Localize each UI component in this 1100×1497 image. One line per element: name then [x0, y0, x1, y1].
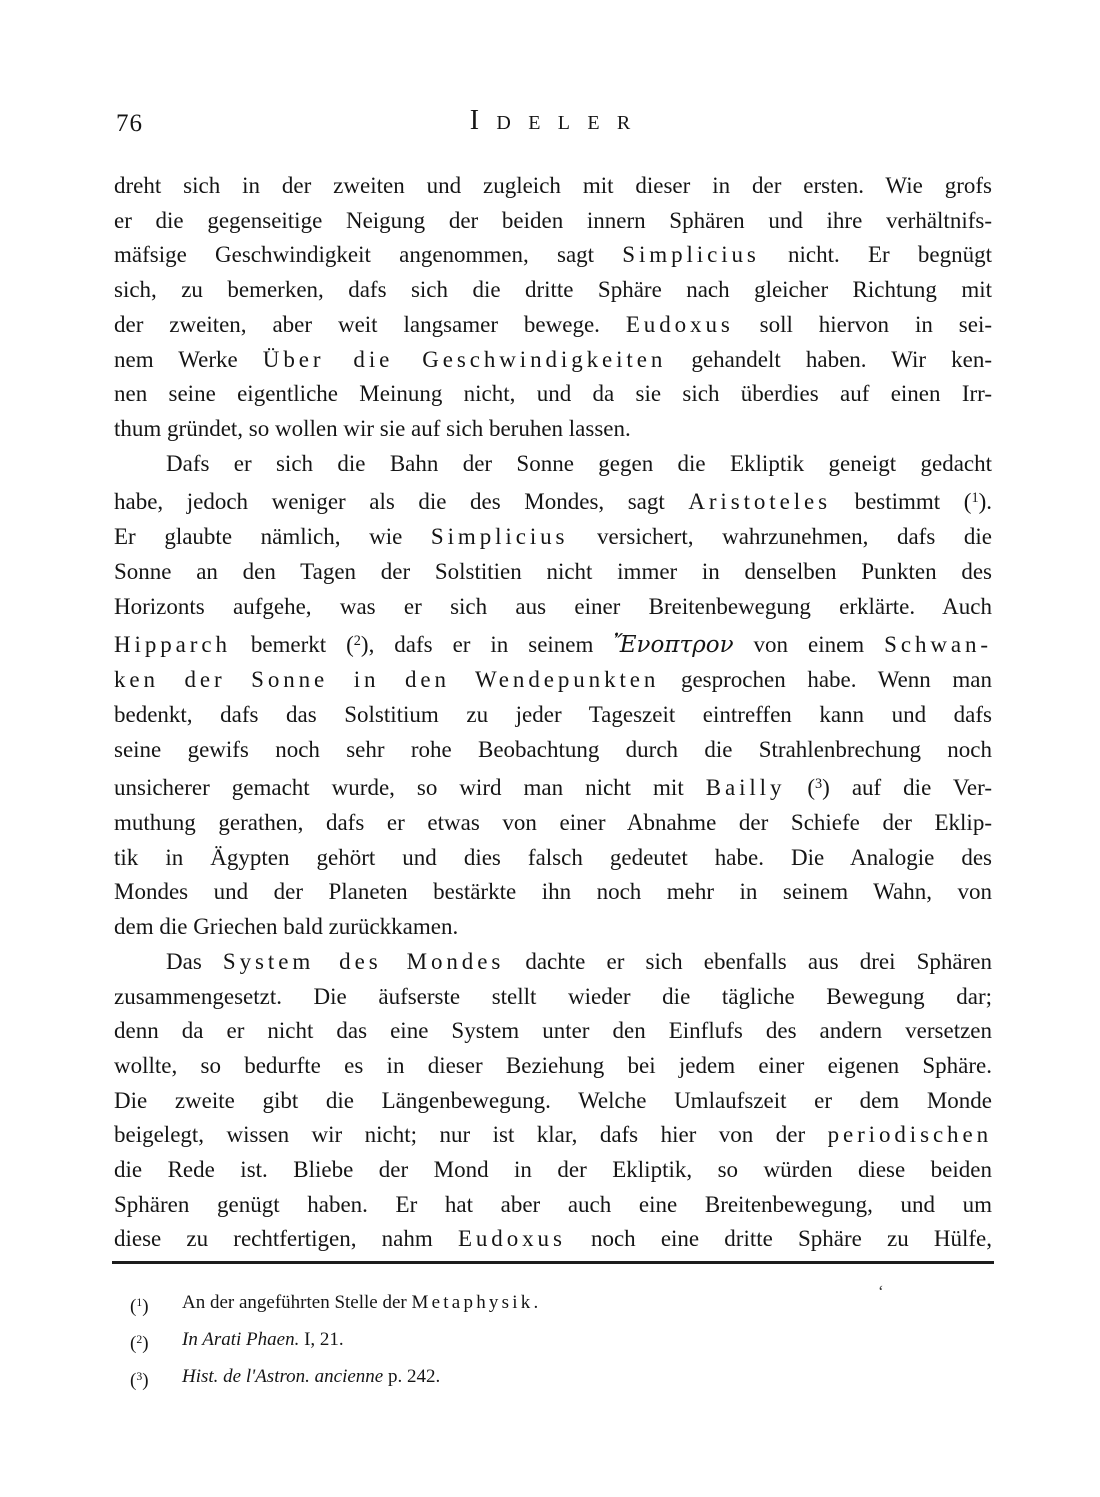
text-segment: ( [130, 1295, 137, 1317]
text-segment: der zweiten, aber weit langsamer bewege. [114, 311, 626, 337]
text-segment: versichert, wahrzunehmen, dafs die [568, 524, 992, 550]
text-segment: mäfsige Geschwindigkeit angenommen, sagt [114, 242, 623, 268]
text-line [114, 910, 992, 945]
text-segment: bestimmt ( [831, 489, 972, 515]
text-segment: nicht. Er begnügt [759, 242, 992, 268]
text-line [114, 1049, 992, 1084]
page-number: 76 [116, 110, 143, 137]
footnote-text [182, 1286, 990, 1323]
text-segment: Ἔνοπτρον [613, 632, 734, 659]
text-segment: tik in Ägypten gehört und dies falsch gedeutet habe. Die Analogie des [114, 844, 992, 870]
text-segment: Simplicius [622, 242, 760, 268]
text-segment: denn da er nicht das eine System unter den Einflufs des andern versetzen [114, 1018, 992, 1044]
text-segment: gehandelt haben. Wir ken- [666, 346, 992, 372]
footnote-marker [130, 1323, 182, 1360]
text-segment: muthung gerathen, dafs er etwas von einer Abnahme der Schiefe der Eklip- [114, 810, 992, 836]
footnote-reference: 2 [353, 633, 361, 650]
text-line [114, 377, 992, 412]
text-segment: nen seine eigentliche Meinung nicht, und da sie sich überdies auf einen Irr- [114, 381, 992, 407]
text-segment: Hist. de l'Astron. ancienne [182, 1365, 384, 1387]
text-segment: Über die Geschwindigkeiten [262, 346, 667, 372]
footnote-marker [130, 1360, 182, 1397]
text-line [114, 555, 992, 590]
footnote-text [182, 1323, 990, 1360]
footnote-text [182, 1360, 990, 1397]
text-segment: p. 242. [383, 1365, 441, 1387]
text-segment: Das [166, 948, 223, 974]
text-segment: Sphären genügt haben. Er hat aber auch eine Breitenbewegung, und um [114, 1191, 992, 1217]
text-line [114, 273, 992, 308]
text-line [114, 308, 992, 343]
text-segment: ( [130, 1369, 137, 1391]
text-line [114, 520, 992, 555]
text-line [114, 1014, 992, 1049]
text-line [114, 1084, 992, 1119]
text-segment: Die zweite gibt die Längenbewegung. Welche Umlaufszeit er dem Monde [114, 1087, 992, 1113]
text-segment: ). [978, 489, 992, 515]
text-segment: Eudoxus [457, 1226, 566, 1252]
text-line [114, 204, 992, 239]
text-segment: dem die Griechen bald zurückkamen. [114, 914, 459, 940]
text-segment: diese zu rechtfertigen, nahm [114, 1226, 458, 1252]
text-segment: Hipparch [114, 632, 231, 658]
text-segment: wollte, so bedurfte es in dieser Beziehung bei jedem einer eigenen Sphäre. [114, 1052, 992, 1078]
text-segment: bemerkt ( [230, 632, 354, 658]
text-line [114, 1188, 992, 1223]
text-segment: Bailly [705, 775, 786, 801]
text-segment: An der angeführten Stelle der [182, 1292, 412, 1313]
text-line [114, 447, 992, 482]
text-segment: nem Werke [114, 346, 263, 372]
text-segment: Mondes und der Planeten bestärkte ihn noch mehr in seinem Wahn, von [114, 879, 992, 905]
text-segment: ( [130, 1332, 137, 1354]
text-line [114, 1118, 992, 1153]
text-line [114, 412, 992, 447]
footnote-item [130, 1286, 990, 1323]
text-segment: habe, jedoch weniger als die des Mondes, sagt [114, 489, 689, 515]
text-segment: Aristoteles [688, 489, 832, 515]
text-segment: periodischen [827, 1122, 992, 1148]
text-segment: die Rede ist. Bliebe der Mond in der Ekliptik, so würden diese beiden [114, 1157, 992, 1183]
text-line [114, 238, 992, 273]
text-line [114, 698, 992, 733]
text-line [114, 945, 992, 980]
body-text [114, 169, 992, 1257]
footnote-rule [112, 1261, 994, 1264]
text-segment: Simplicius [430, 524, 569, 550]
text-segment: Dafs er sich die Bahn der Sonne gegen die Ekliptik geneigt gedacht [166, 450, 992, 476]
text-segment: ( [785, 775, 816, 801]
text-line [114, 806, 992, 841]
text-segment: dachte er sich ebenfalls aus drei Sphären [504, 948, 992, 974]
text-segment: Metaphysik [411, 1292, 534, 1313]
text-segment: bedenkt, dafs das Solstitium zu jeder Tageszeit eintreffen kann und dafs [114, 701, 992, 727]
text-segment: Er glaubte nämlich, wie [114, 524, 431, 550]
text-segment: er die gegenseitige Neigung der beiden innern Sphären und ihre verhältnifs- [114, 207, 992, 233]
text-segment: Schwan- [884, 632, 993, 658]
text-segment: Eudoxus [625, 311, 734, 337]
text-segment: noch eine dritte Sphäre zu Hülfe, [565, 1226, 993, 1252]
text-segment: ) [142, 1369, 149, 1391]
text-segment: ) [142, 1295, 149, 1317]
running-title: Ideler [469, 105, 648, 136]
text-line [114, 841, 992, 876]
text-line [114, 663, 992, 698]
text-segment: Sonne an den Tagen der Solstitien nicht immer in denselben Punkten des [114, 558, 992, 584]
text-line [114, 590, 992, 625]
scan-speck: ʻ [878, 1282, 884, 1301]
text-segment: seine gewifs noch sehr rohe Beobachtung durch die Strahlenbrechung noch [114, 736, 992, 762]
text-segment: beigelegt, wissen wir nicht; nur ist klar, dafs hier von der [114, 1122, 828, 1148]
text-line [114, 343, 992, 378]
footnotes [130, 1286, 990, 1397]
text-segment: Horizonts aufgehe, was er sich aus einer Breitenbewegung erklärte. Auch [114, 593, 992, 619]
text-segment: ), dafs er in seinem [360, 632, 614, 658]
footnote-marker [130, 1286, 182, 1323]
footnote-item [130, 1323, 990, 1360]
footnote-reference: 3 [815, 776, 823, 793]
footnote-item [130, 1360, 990, 1397]
text-segment: sich, zu bemerken, dafs sich die dritte Sphäre nach gleicher Richtung mit [114, 277, 992, 303]
text-line [114, 767, 992, 806]
text-line [114, 1222, 992, 1257]
text-segment: unsicherer gemacht wurde, so wird man nicht mit [114, 775, 706, 801]
text-segment: . [533, 1292, 539, 1313]
text-segment: ken der Sonne in den Wendepunkten [114, 667, 660, 693]
text-line [114, 481, 992, 520]
text-line [114, 980, 992, 1015]
text-segment: soll hiervon in sei- [733, 311, 992, 337]
footnote-reference: 2 [136, 1332, 143, 1346]
footnote-reference: 1 [971, 490, 979, 507]
text-line [114, 169, 992, 204]
text-segment: zusammengesetzt. Die äufserste stellt wieder die tägliche Bewegung dar; [114, 983, 992, 1009]
text-segment: dreht sich in der zweiten und zugleich mit dieser in der ersten. Wie grofs [114, 173, 992, 198]
text-segment: von einem [733, 632, 885, 658]
text-segment: I, 21. [299, 1328, 344, 1350]
text-line [114, 733, 992, 768]
text-line [114, 624, 992, 663]
text-segment: System des Mondes [222, 948, 505, 974]
text-line [114, 1153, 992, 1188]
text-segment: ) [142, 1332, 149, 1354]
footnote-reference: 1 [136, 1296, 143, 1309]
text-segment: gesprochen habe. Wenn man [659, 667, 993, 693]
text-segment: thum gründet, so wollen wir sie auf sich beruhen lassen. [114, 415, 631, 441]
text-segment: ) auf die Ver- [822, 775, 992, 801]
text-segment: In Arati Phaen. [182, 1328, 300, 1350]
footnote-reference: 3 [136, 1369, 143, 1383]
text-line [114, 875, 992, 910]
